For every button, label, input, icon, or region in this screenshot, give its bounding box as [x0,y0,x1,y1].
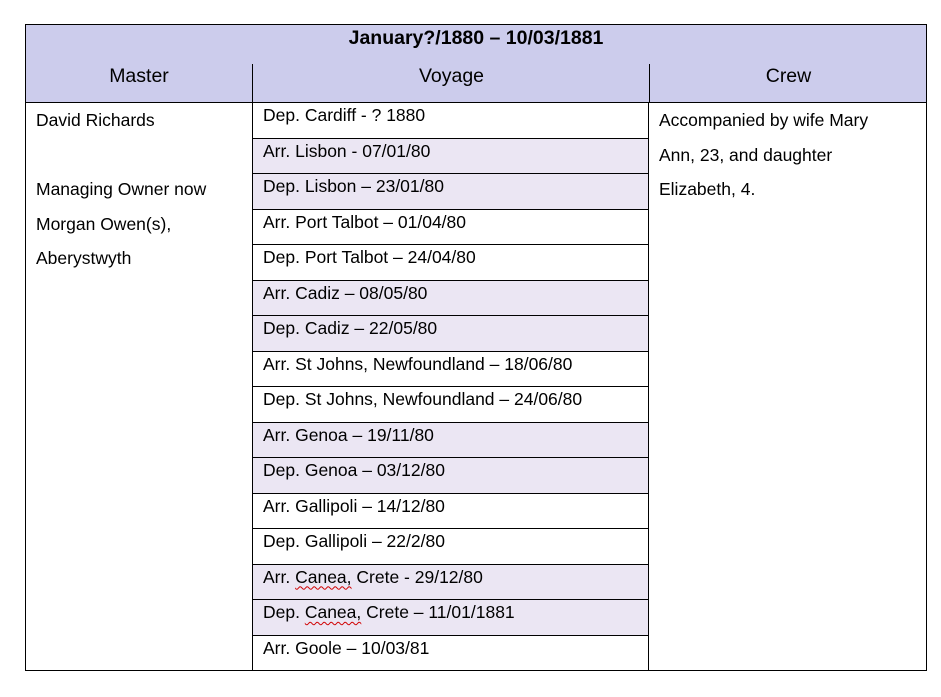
owner-line: Managing Owner now [36,179,207,199]
voyage-row: Dep. Canea, Crete – 11/01/1881 [253,600,648,636]
voyage-row: Dep. Genoa – 03/12/80 [253,458,648,494]
spellcheck-flag: Canea, [304,602,362,622]
crew-text [659,103,919,207]
crew-column-header: Crew [649,64,927,102]
table-body [26,103,926,670]
voyage-row: Arr. Lisbon - 07/01/80 [253,139,648,175]
voyage-row: Dep. St Johns, Newfoundland – 24/06/80 [253,387,648,423]
voyage-row: Dep. Gallipoli – 22/2/80 [253,529,648,565]
voyage-table [25,24,927,671]
owner-line: Morgan Owen(s), [36,213,172,234]
voyage-row: Arr. St Johns, Newfoundland – 18/06/80 [253,352,648,388]
master-cell [26,103,252,670]
crew-cell [649,103,926,670]
voyage-row: Dep. Cardiff - ? 1880 [253,103,648,139]
voyage-row: Arr. Gallipoli – 14/12/80 [253,494,648,530]
voyage-row: Arr. Cadiz – 08/05/80 [253,281,648,317]
table-title: January?/1880 – 10/03/1881 [348,27,604,49]
master-spacer [36,138,206,173]
voyage-cell [252,103,649,670]
master-column-header: Master [109,65,169,87]
owner-line: Aberystwyth [36,248,132,268]
voyage-row: Arr. Goole – 10/03/81 [263,637,430,658]
crew-line: Elizabeth, 4. [659,179,756,199]
master-name: David Richards [36,110,155,130]
voyage-row: Dep. Cadiz – 22/05/80 [253,316,648,352]
spellcheck-flag: Canea, [295,566,352,587]
voyage-row: Arr. Canea, Crete - 29/12/80 [253,565,648,601]
voyage-row: Arr. Port Talbot – 01/04/80 [253,210,648,246]
voyage-row: Dep. Port Talbot – 24/04/80 [253,245,648,281]
crew-line: Ann, 23, and daughter [659,144,833,165]
master-text [36,103,206,276]
voyage-row: Dep. Lisbon – 23/01/80 [253,174,648,210]
column-header-row [26,64,926,103]
voyage-row: Arr. Genoa – 19/11/80 [253,423,648,459]
voyage-column-header: Voyage [252,64,650,102]
crew-line: Accompanied by wife Mary [659,110,869,130]
table-title-row [26,25,926,65]
